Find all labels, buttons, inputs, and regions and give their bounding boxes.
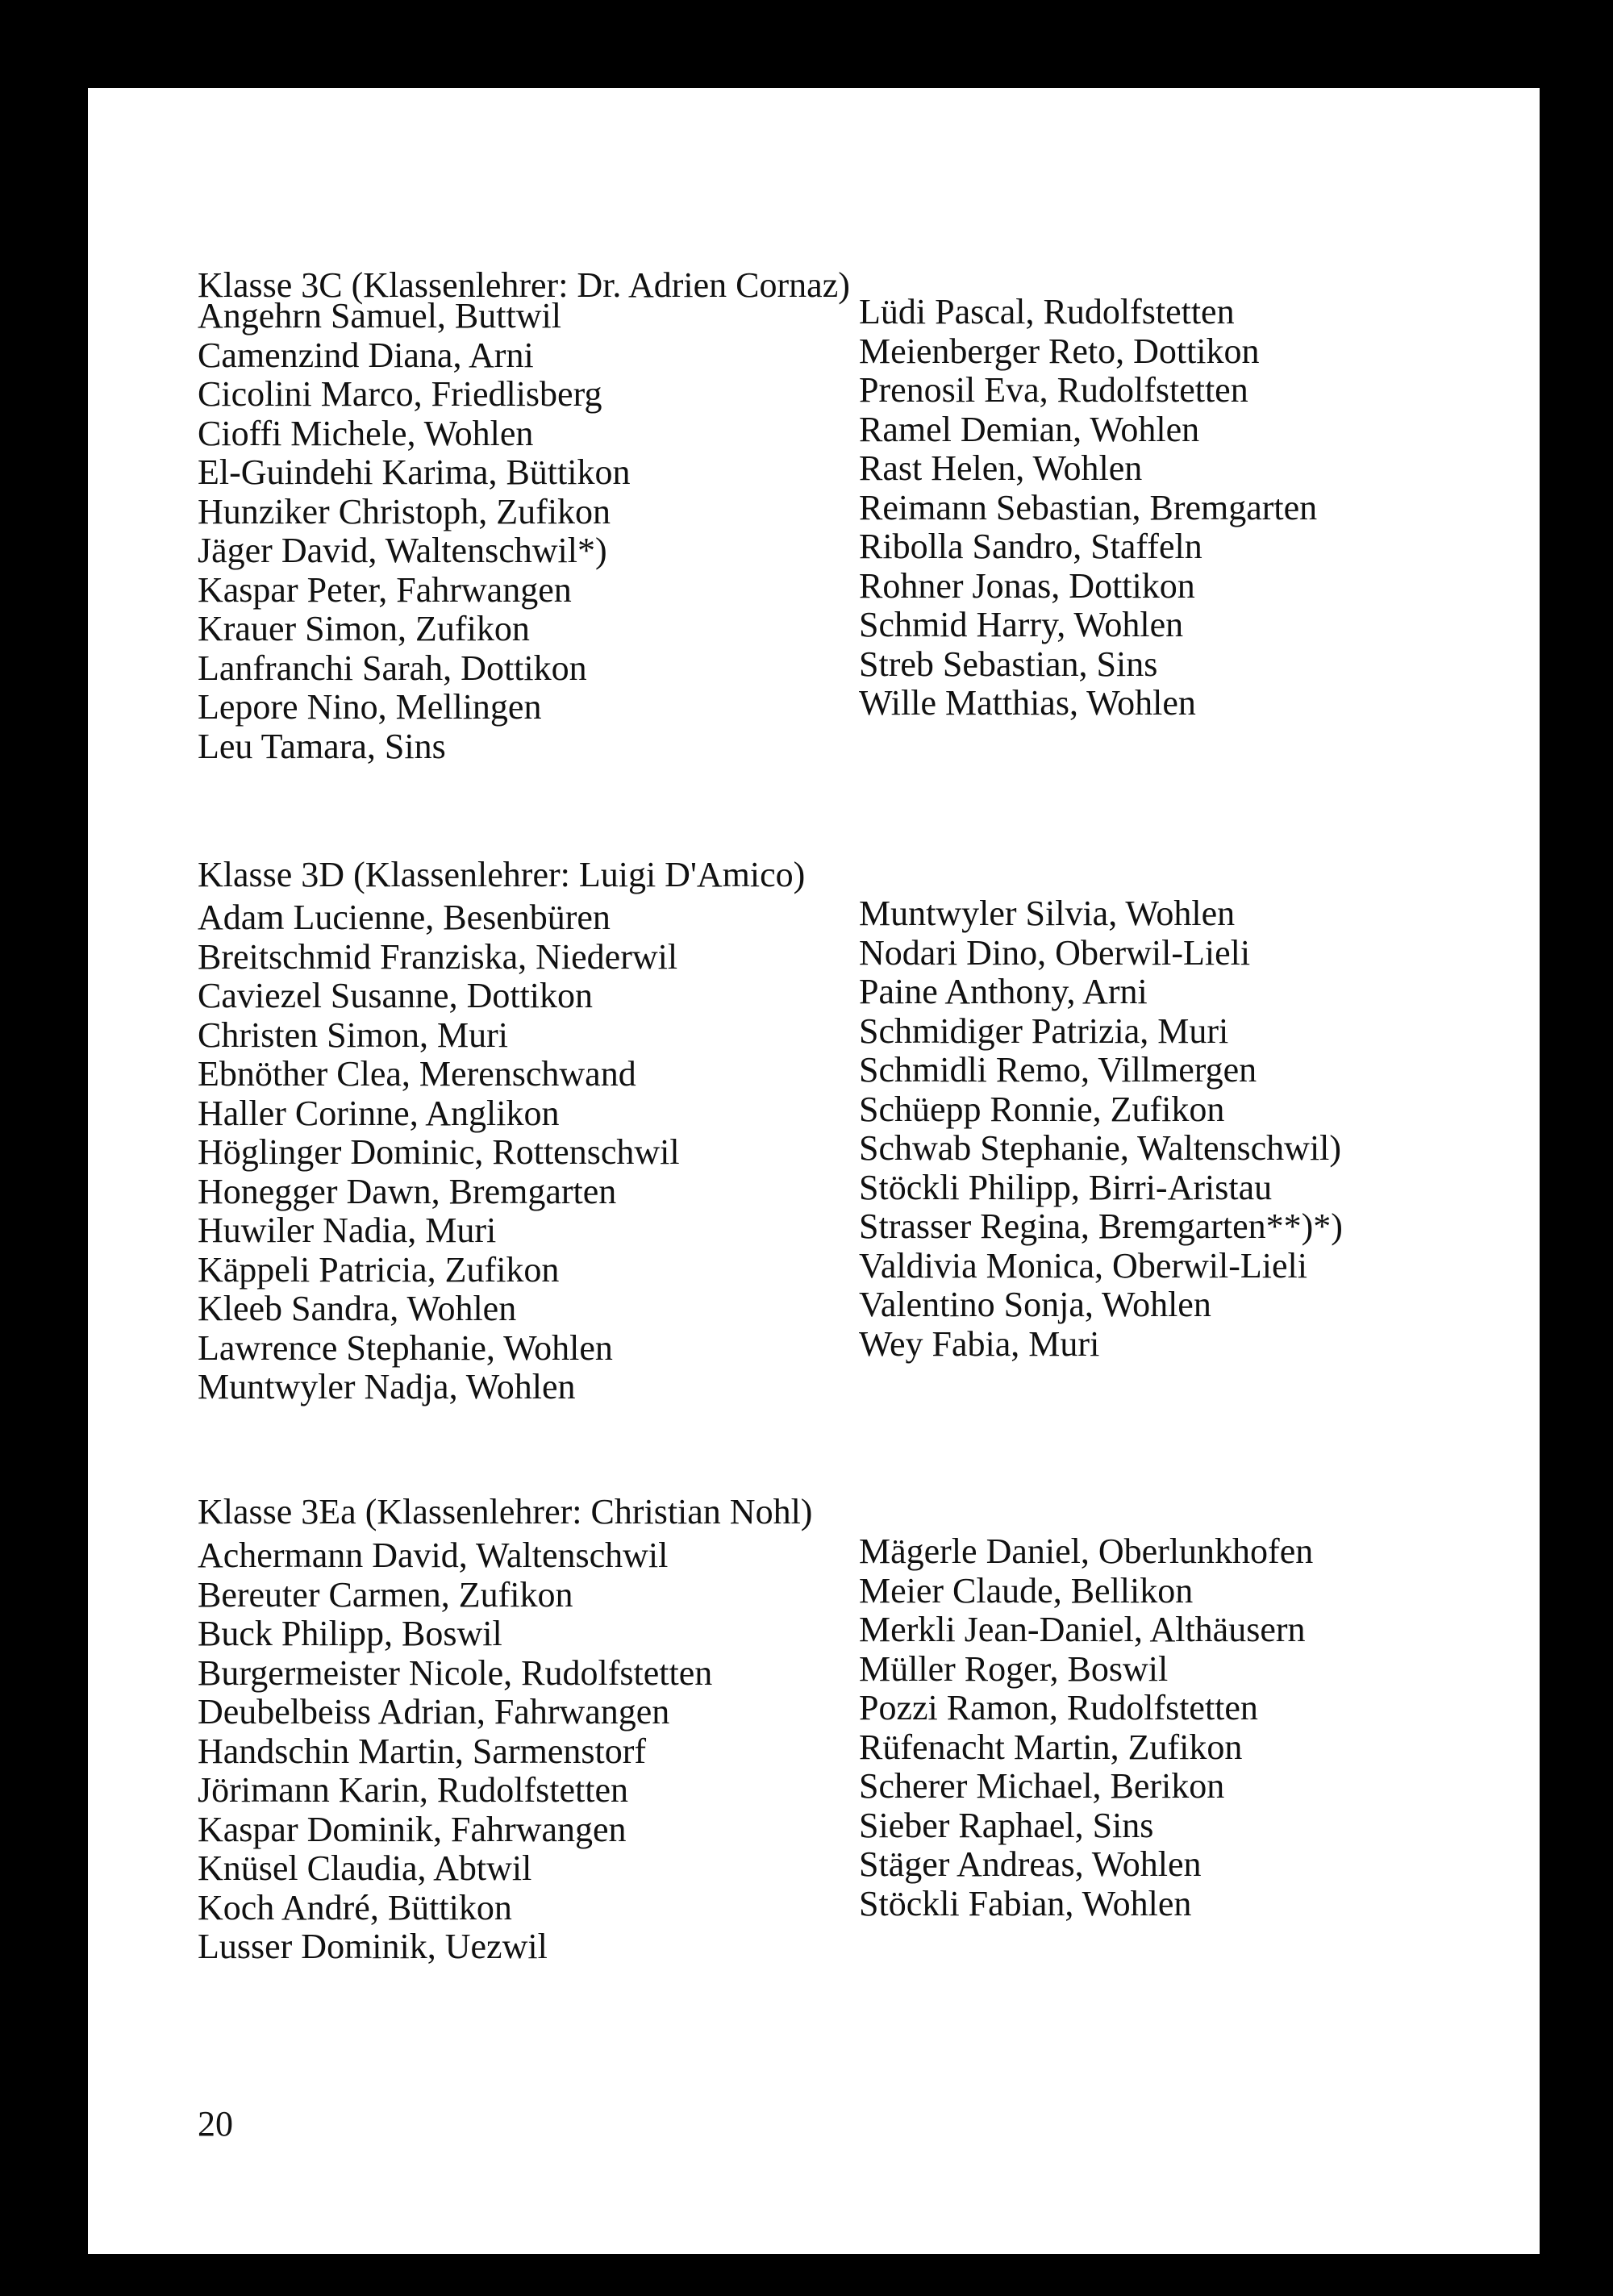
student-entry: Angehrn Samuel, Buttwil: [198, 296, 561, 335]
student-entry: Deubelbeiss Adrian, Fahrwangen: [198, 1692, 670, 1731]
student-entry: Koch André, Büttikon: [198, 1887, 512, 1927]
page-number: 20: [198, 2104, 233, 2144]
student-entry: Buck Philipp, Boswil: [198, 1614, 502, 1653]
student-entry: Christen Simon, Muri: [198, 1015, 509, 1055]
student-entry: Rast Helen, Wohlen: [859, 448, 1143, 488]
student-entry: Streb Sebastian, Sins: [859, 644, 1158, 684]
student-entry: Wille Matthias, Wohlen: [859, 683, 1196, 723]
student-entry: Burgermeister Nicole, Rudolfstetten: [198, 1652, 713, 1693]
student-entry: Hunziker Christoph, Zufikon: [198, 491, 611, 531]
student-entry: Caviezel Susanne, Dottikon: [198, 976, 594, 1015]
student-entry: Reimann Sebastian, Bremgarten: [859, 487, 1318, 527]
student-entry: Merkli Jean-Daniel, Althäusern: [859, 1610, 1306, 1649]
student-entry: Schüepp Ronnie, Zufikon: [859, 1089, 1225, 1129]
student-entry: Achermann David, Waltenschwil: [198, 1536, 669, 1575]
student-entry: Kaspar Dominik, Fahrwangen: [198, 1809, 627, 1849]
student-list-right: [859, 293, 1317, 723]
student-list-left: [198, 297, 630, 766]
student-entry: Bereuter Carmen, Zufikon: [198, 1574, 573, 1615]
student-entry: Honegger Dawn, Bremgarten: [198, 1171, 617, 1211]
student-entry: Stäger Andreas, Wohlen: [859, 1844, 1202, 1884]
student-entry: Stöckli Philipp, Birri-Aristau: [859, 1167, 1273, 1207]
student-entry: Breitschmid Franziska, Niederwil: [198, 936, 678, 977]
student-entry: Paine Anthony, Arni: [859, 972, 1148, 1011]
student-entry: Mägerle Daniel, Oberlunkhofen: [859, 1531, 1314, 1571]
student-entry: Rüfenacht Martin, Zufikon: [859, 1727, 1243, 1767]
student-entry: Handschin Martin, Sarmenstorf: [198, 1731, 646, 1771]
student-entry: Rohner Jonas, Dottikon: [859, 565, 1195, 606]
student-entry: Krauer Simon, Zufikon: [198, 609, 530, 648]
student-entry: Adam Lucienne, Besenbüren: [198, 898, 611, 937]
student-entry: Prenosil Eva, Rudolfstetten: [859, 370, 1248, 410]
class-heading: Klasse 3Ea (Klassenlehrer: Christian Nohl): [198, 1492, 813, 1531]
student-entry: Valentino Sonja, Wohlen: [859, 1285, 1211, 1324]
student-entry: Jäger David, Waltenschwil*): [198, 531, 607, 570]
student-entry: Käppeli Patricia, Zufikon: [198, 1249, 560, 1290]
student-entry: Lawrence Stephanie, Wohlen: [198, 1327, 613, 1368]
student-entry: Höglinger Dominic, Rottenschwil: [198, 1132, 680, 1172]
student-list-right: [859, 894, 1343, 1364]
student-entry: Ribolla Sandro, Staffeln: [859, 527, 1202, 566]
student-entry: Haller Corinne, Anglikon: [198, 1093, 560, 1133]
student-entry: Scherer Michael, Berikon: [859, 1766, 1225, 1806]
student-entry: Cioffi Michele, Wohlen: [198, 413, 534, 453]
student-entry: Leu Tamara, Sins: [198, 726, 446, 766]
student-entry: Muntwyler Nadja, Wohlen: [198, 1367, 576, 1406]
student-entry: Schwab Stephanie, Waltenschwil): [859, 1128, 1342, 1168]
student-entry: Schmidiger Patrizia, Muri: [859, 1010, 1229, 1051]
student-list-left: [198, 898, 680, 1407]
student-entry: Muntwyler Silvia, Wohlen: [859, 894, 1236, 933]
student-entry: Cicolini Marco, Friedlisberg: [198, 374, 602, 414]
student-entry: Jörimann Karin, Rudolfstetten: [198, 1770, 629, 1810]
student-entry: Knüsel Claudia, Abtwil: [198, 1848, 532, 1888]
student-entry: Schmidli Remo, Villmergen: [859, 1050, 1257, 1090]
student-entry: Ebnöther Clea, Merenschwand: [198, 1054, 636, 1094]
student-entry: Stöckli Fabian, Wohlen: [859, 1883, 1192, 1923]
student-entry: Kaspar Peter, Fahrwangen: [198, 569, 572, 610]
student-entry: Lanfranchi Sarah, Dottikon: [198, 648, 587, 688]
class-heading: Klasse 3C (Klassenlehrer: Dr. Adrien Cornaz): [198, 265, 850, 305]
student-entry: Schmid Harry, Wohlen: [859, 605, 1184, 644]
student-list-right: [859, 1532, 1313, 1923]
student-entry: Ramel Demian, Wohlen: [859, 409, 1200, 449]
student-entry: Pozzi Ramon, Rudolfstetten: [859, 1688, 1258, 1727]
student-entry: Valdivia Monica, Oberwil-Lieli: [859, 1245, 1307, 1286]
student-entry: Lüdi Pascal, Rudolfstetten: [859, 292, 1235, 331]
student-entry: Huwiler Nadia, Muri: [198, 1211, 497, 1250]
student-entry: Lepore Nino, Mellingen: [198, 687, 542, 727]
student-entry: Nodari Dino, Oberwil-Lieli: [859, 932, 1251, 973]
student-entry: Müller Roger, Boswil: [859, 1648, 1169, 1689]
class-heading: Klasse 3D (Klassenlehrer: Luigi D'Amico): [198, 855, 806, 894]
student-entry: Wey Fabia, Muri: [859, 1323, 1100, 1364]
student-list-left: [198, 1536, 712, 1967]
student-entry: Kleeb Sandra, Wohlen: [198, 1289, 517, 1328]
student-entry: Camenzind Diana, Arni: [198, 335, 534, 375]
student-entry: Sieber Raphael, Sins: [859, 1805, 1154, 1845]
student-entry: Strasser Regina, Bremgarten**)*): [859, 1206, 1343, 1246]
student-entry: Meienberger Reto, Dottikon: [859, 331, 1260, 371]
student-entry: Lusser Dominik, Uezwil: [198, 1927, 548, 1966]
student-entry: El-Guindehi Karima, Büttikon: [198, 452, 631, 492]
student-entry: Meier Claude, Bellikon: [859, 1570, 1194, 1611]
